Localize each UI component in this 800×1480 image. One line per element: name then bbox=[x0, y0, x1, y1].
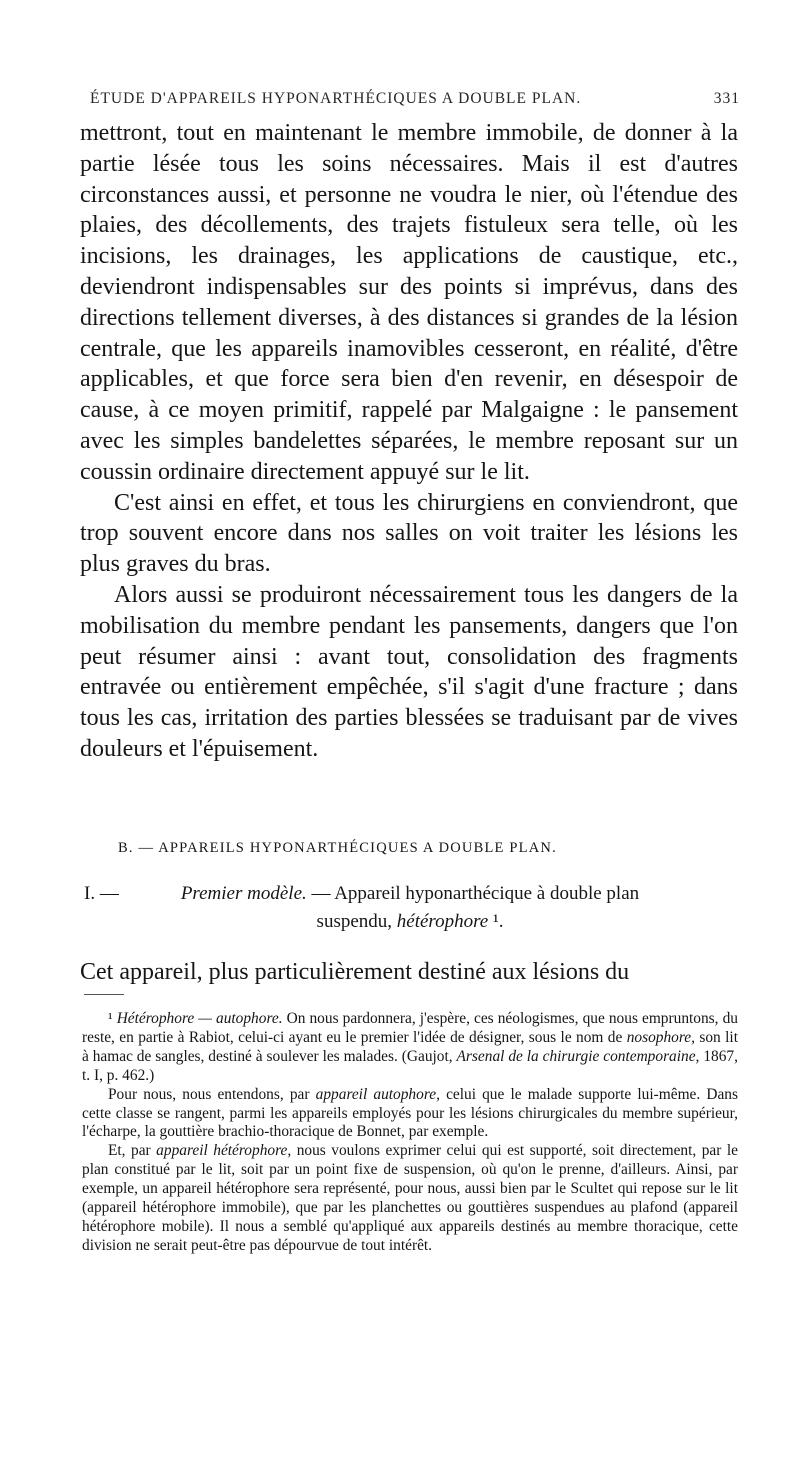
model-line-1 bbox=[84, 880, 736, 908]
model-number: I. — bbox=[84, 883, 119, 904]
section-heading: B. — APPAREILS HYPONARTHÉCIQUES A DOUBLE PLAN. bbox=[118, 840, 557, 856]
footnote-2-term: appareil autophore, bbox=[315, 1085, 440, 1103]
page-number: 331 bbox=[713, 90, 740, 107]
model-description: — Appareil hyponarthécique à double plan bbox=[311, 883, 640, 904]
footnote-rule bbox=[84, 994, 124, 995]
footnote-1-term2: nosophore, bbox=[626, 1028, 695, 1046]
footnote-1-label: ¹ bbox=[108, 1010, 113, 1027]
footnote-1-text-b: son lit à hamac de sangles, destiné à soulever les malades. (Gaujot, bbox=[82, 1028, 738, 1065]
footnote-mark: ¹. bbox=[493, 911, 504, 932]
footnote-3 bbox=[82, 1142, 738, 1255]
running-head-title: ÉTUDE D'APPAREILS HYPONARTHÉCIQUES A DOUBLE PLAN. bbox=[90, 90, 582, 107]
footnote-3-text-a: Et, par bbox=[108, 1142, 151, 1160]
model-suspended: suspendu, bbox=[316, 911, 393, 932]
footnote-1 bbox=[82, 1010, 738, 1086]
paragraph-1: mettront, tout en maintenant le membre immobile, de donner à la partie lésée tous les soins nécessaires. Mais il est d'autres circonstances aussi, et personne ne voudra le nier, où l'étendue des plaies, des décollements, des trajets fistuleux sera telle, où les incisions, les drainages, les applications de caustique, etc., deviendront indispensables sur des points si imprévus, dans des directions tellement diverses, à des distances si grandes de la lésion centrale, que les appareils inamovibles cesseront, en réalité, d'être applicables, et que force sera bien d'en revenir, en désespoir de cause, à ce moyen primitif, rappelé par Malgaigne : le pansement avec les simples bandelettes séparées, le membre reposant sur un coussin ordinaire directement appuyé sur le lit. bbox=[80, 120, 738, 485]
footnote-1-term: Hétérophore — autophore. bbox=[116, 1010, 283, 1027]
model-heading bbox=[84, 880, 736, 936]
footnote-2 bbox=[82, 1086, 738, 1143]
intro-line: Cet appareil, plus particulièrement destiné aux lésions du bbox=[80, 959, 630, 985]
main-text bbox=[80, 118, 738, 765]
paragraph-2: C'est ainsi en effet, et tous les chirurgiens en conviendront, que trop souvent encore dans nos salles on voit traiter les lésions les plus graves du bras. bbox=[80, 489, 738, 578]
model-term: hétérophore bbox=[396, 911, 489, 932]
footnote-3-term: appareil hétérophore, bbox=[156, 1142, 292, 1160]
paragraph-3: Alors aussi se produiront nécessairement tous les dangers de la mobilisation du membre pendant les pansements, dangers que l'on peut résumer ainsi : avant tout, consolidation des fragments entravée ou entièrement empêchée, s'il s'agit d'une fracture ; dans tous les cas, irritation des parties blessées se traduisant par de vives douleurs et l'épuisement. bbox=[80, 581, 738, 762]
footnote-1-text-a: On nous pardonnera, j'espère, ces néologismes, que nous empruntons, du reste, en partie à Rabiot, celui-ci ayant eu le premier l'idée de désigner, sous le nom de bbox=[82, 1010, 738, 1046]
footnote-3-text-b: nous voulons exprimer celui qui est supporté, soit directement, par le plan constitué par le lit, soit par un point fixe de suspension, où qu'on le prenne, d'ailleurs. Ainsi, par exemple, un appareil hétérophore sera représenté, pour nous, aussi bien par le Scultet qui repose sur le lit (appareil hétérophore immobile), que par les planchettes ou gouttières suspendues au plafond (appareil hétérophore mobile). Il nous a semblé qu'appliqué aux appareils destinés au membre thoracique, cette division ne serait peut-être pas dépourvue de tout intérêt. bbox=[82, 1142, 738, 1254]
footnote-2-text-b: celui que le malade supporte lui-même. Dans cette classe se rangent, parmi les appareils employés pour les lésions chirurgicales du membre supérieur, l'écharpe, la gouttière brachio-thoracique de Bonnet, par exemple. bbox=[82, 1085, 738, 1141]
model-line-2 bbox=[84, 908, 736, 936]
model-name: Premier modèle. bbox=[180, 883, 307, 904]
footnote-1-citation: Arsenal de la chirurgie contemporaine, bbox=[456, 1047, 700, 1065]
footnotes bbox=[82, 1010, 738, 1256]
running-head bbox=[90, 90, 740, 108]
footnote-1-text-c: 1867, t. I, p. 462.) bbox=[82, 1047, 738, 1084]
footnote-2-text-a: Pour nous, nous entendons, par bbox=[108, 1085, 310, 1103]
